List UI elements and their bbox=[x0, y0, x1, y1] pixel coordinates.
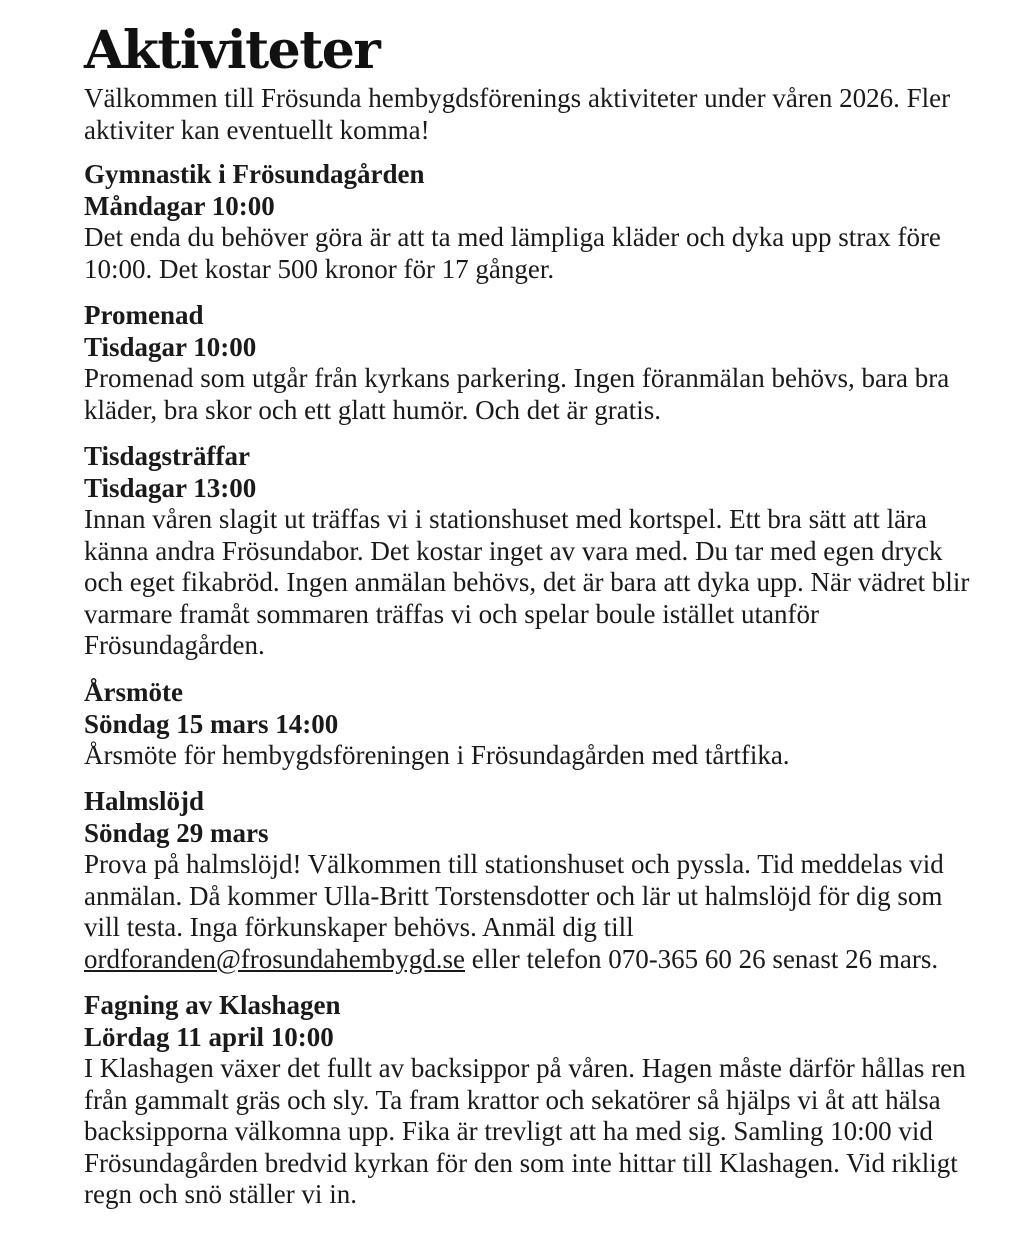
activity-description: Det enda du behöver göra är att ta med lämpliga kläder och dyka upp strax före 10:00. Det kostar 500 kronor för 17 gånger. bbox=[84, 222, 941, 284]
activity-description: Årsmöte för hembygdsföreningen i Frösundagården med tårtfika. bbox=[84, 739, 790, 770]
activity-description: I Klashagen växer det fullt av backsippor på våren. Hagen måste därför hållas ren från gammalt gräs och sly. Ta fram krattor och sekatörer så hjälps vi åt att hälsa backsipporna välkomna upp. Fika är trevligt att ha med sig. Samling 10:00 vid Frösundagården bredvid kyrkan för den som inte hittar till Klashagen. Vid rikligt regn och snö ställer vi in. bbox=[84, 1053, 966, 1209]
activity-time: Söndag 29 mars bbox=[84, 818, 269, 848]
activity-fagning bbox=[84, 989, 984, 1211]
activity-title: Promenad bbox=[84, 300, 204, 330]
intro-text: Välkommen till Frösunda hembygdsförenings aktiviteter under våren 2026. Fler aktiviter kan eventuellt komma! bbox=[84, 83, 951, 145]
description-text-before-email: Prova på halmslöjd! Välkommen till stationshuset och pyssla. Tid meddelas vid anmälan. Då kommer Ulla-Britt Torstensdotter och lär ut halmslöjd för dig som vill testa. Inga förkunskaper behövs. Anmäl dig till bbox=[84, 849, 944, 942]
activity-title: Tisdagsträffar bbox=[84, 441, 250, 471]
activity-arsmote bbox=[84, 676, 984, 772]
activity-gymnastik bbox=[84, 158, 984, 285]
activity-description: Promenad som utgår från kyrkans parkering. Ingen föranmälan behövs, bara bra kläder, bra skor och ett glatt humör. Och det är gratis. bbox=[84, 363, 950, 425]
page-title: Aktiviteter bbox=[84, 20, 380, 81]
activity-time: Tisdagar 13:00 bbox=[84, 473, 257, 503]
email-link[interactable]: ordforanden@frosundahembygd.se bbox=[84, 943, 466, 974]
activity-description bbox=[84, 849, 984, 975]
activity-description: Innan våren slagit ut träffas vi i stationshuset med kortspel. Ett bra sätt att lära känna andra Frösundabor. Det kostar inget av vara med. Du tar med egen dryck och eget fikabröd. Ingen anmälan behövs, det är bara att dyka upp. När vädret blir varmare framåt sommaren träffas vi och spelar boule istället utanför Frösundagården. bbox=[84, 504, 970, 660]
activity-title: Årsmöte bbox=[84, 676, 183, 707]
description-text-after-email: eller telefon 070-365 60 26 senast 26 mars. bbox=[465, 943, 939, 974]
activity-title: Gymnastik i Frösundagården bbox=[84, 159, 425, 189]
activity-time: Tisdagar 10:00 bbox=[84, 332, 257, 362]
activity-title: Halmslöjd bbox=[84, 786, 205, 816]
activity-time: Söndag 15 mars 14:00 bbox=[84, 708, 339, 739]
activity-time: Måndagar 10:00 bbox=[84, 191, 275, 221]
activity-time: Lördag 11 april 10:00 bbox=[84, 1022, 334, 1052]
activity-tisdagstraffar bbox=[84, 440, 984, 662]
activity-halmslojd bbox=[84, 785, 984, 975]
activity-promenad bbox=[84, 299, 984, 426]
activities-page bbox=[84, 20, 984, 1225]
activity-title: Fagning av Klashagen bbox=[84, 990, 341, 1020]
